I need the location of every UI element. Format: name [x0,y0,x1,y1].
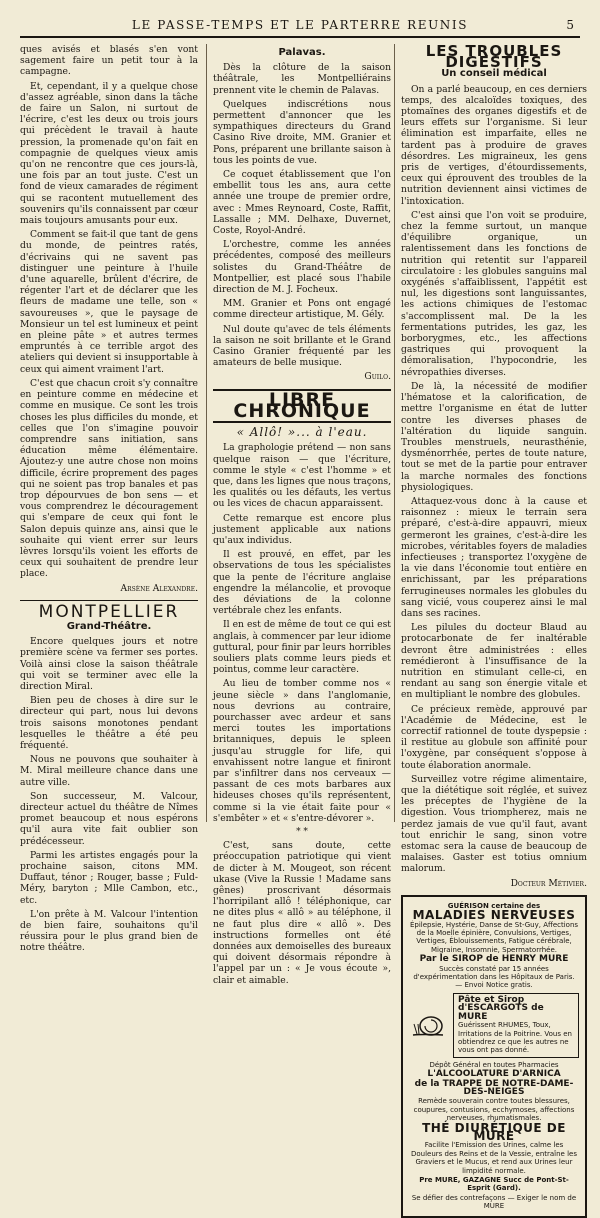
ad-line: Facilite l'Emission des Urines, calme les Douleurs des Reins et de la Vessie, entraîne les Graviers et le Mucus, et rend aux Urines leur limpidité normale. [410,1141,577,1175]
paragraph: Encore quelques jours et notre première scène va fermer ses portes. Voilà ainsi close la saison théâtrale qui voit se terminer avec elle la direction Miral. [20,636,198,692]
paragraph: Et, cependant, il y a quelque chose d'assez agréable, sinon dans la tâche de faire un Salon, ni surtout de l'écrire, c'est les deux ou trois jours qui précèdent le travail à haute pression, la promenade qu'on fait en compagnie de quelques vieux amis qu'on ne rencontre que ces jours-là, une fois par an tout juste. C'est un fond de vieux camarades de régiment qui se racontent mutuellement des souvenirs qu'ils connaissent par cœur mais toujours amusants pour eux. [20,80,198,227]
paragraph: Ce coquet établissement que l'on embellit tous les ans, aura cette année une troupe de premier ordre, avec : Mmes Reynoard, Coste, Raffit, Lassalle ; MM. Delhaxe, Duvernet, Coste, Royol-André. [213,169,391,237]
divider [20,600,198,601]
ad-illustration [409,993,579,1058]
column-left [20,44,198,954]
ad-headline: MALADIES NERVEUSES [412,908,576,923]
ad-line: Succès constaté par 15 années d'expérimentation dans les Hôpitaux de Paris. — Envoi Notice gratis. [413,964,575,990]
signature: Arsène Alexandre. [120,582,198,594]
ad-line: Guérissent RHUMES, Toux, Irritations de la Poitrine. Vous en obtiendrez ce que les autres ne vous ont pas donné. [458,1021,572,1055]
section-title-libre-chronique: LIBRE CHRONIQUE [213,389,391,423]
paragraph: ques avisés et blasés s'en vont sagement faire un petit tour à la campagne. [20,44,198,78]
ad-line: de la TRAPPE DE NOTRE-DAME-DES-NEIGES [414,1078,574,1097]
paragraph: C'est, sans doute, cette préoccupation patriotique qui vient de dicter à M. Mougeot, son récent ukase (Vive la Russie ! Madame sans gênes) proscrivant désormais l'horripilant allô ! téléphonique, car ne dites plus « allô » au téléphone, il ne faut plus dire « allô ». Des instructions formelles ont été données aux demoiselles des bureaux qui doivent désormais répondre à l'appel par un : « Je vous écoute », clair et aimable. [213,840,391,986]
ad-line: Se défier des contrefaçons — Exiger le nom de MURE [411,1193,577,1211]
page-number: 5 [566,18,574,32]
paragraph: Cette remarque est encore plus justement applicable aux nations qu'aux individus. [213,512,391,546]
paragraph: C'est ainsi que l'on voit se produire, chez la femme surtout, un manque d'équilibre organique, un ralentissement dans les fonctions de nutrition qui retentit sur l'appareil circulatoire : les globules sanguins mal oxygénés s'affaiblissent, l'appétit est nul, les digestions sont languissantes, les actions chimiques de l'estomac s'accomplissent mal. De la les fermentations putrides, les gaz, les borborygmes, etc., les affections gastriques qui provoquent la démoralisation, l'hypocondrie, les névropathies diverses. [401,209,587,378]
paragraph: On a parlé beaucoup, en ces derniers temps, des alcaloïdes toxiques, des ptomaïnes des organes digestifs et de leurs effets sur l'organisme. Si leur élimination est imparfaite, elles ne tardent pas à produire de graves désordres. Les migraineux, les gens pris de vertiges, d'étourdissements, ceux qui éprouvent des troubles de la nutrition deviennent ainsi victimes de l'intoxication. [401,83,587,207]
section-subtitle: Grand-Théâtre. [66,620,152,632]
paragraph: Les pilules du docteur Blaud au protocarbonate de fer inaltérable devront être administrées : elles remédieront à l'insuffisance de la nutrition en stimulant celle-ci, en rendant au sang son énergie vitale et en multipliant le nombre des globules. [401,622,587,701]
section-title-palavas: Palavas. [278,47,326,58]
paragraph: Surveillez votre régime alimentaire, que la diététique soit réglée, et suivez les préceptes de l'hygiène de la digestion. Vous triompherez, mais ne perdez jamais de vue qu'il faut, avant tout enrichir le sang, sinon votre estomac sera la cause de beaucoup de malaises. Gaster est totius omnium malorum. [401,773,587,875]
paragraph: Attaquez-vous donc à la cause et raisonnez : mieux le terrain sera préparé, c'est-à-dire appauvri, mieux germeront les graines, c'est-à-dire les microbes, véritables foyers de maladies infectieuses ; transportez l'oxygène de la vie dans l'économie tout entière en enrichissant, par les préparations ferrugineuses normales les globules du sang vicié, vous couperez ainsi le mal dans ses racines. [401,495,587,619]
paragraph: MM. Granier et Pons ont engagé comme directeur artistique, M. Gély. [213,298,391,321]
header-title: LE PASSE-TEMPS ET LE PARTERRE REUNIS [131,18,469,32]
ad-line: Remède souverain contre toutes blessures, coupures, contusions, ecchymoses, affections nerveuses, rhumatismales. [413,1097,575,1123]
paragraph: Dès la clôture de la saison théâtrale, les Montpelliérains prennent vite le chemin de Palavas. [213,62,391,96]
paragraph: Nous ne pouvons que souhaiter à M. Miral meilleure chance dans une autre ville. [20,754,198,788]
section-title-troubles: LES TROUBLES DIGESTIFS [425,42,563,72]
paragraph: Parmi les artistes engagés pour la prochaine saison, citons MM. Duffaut, ténor ; Rouger, basse ; Fuld-Méry, baryton ; Mlle Cambon, etc., etc. [20,849,198,906]
snail-icon [409,1012,449,1038]
paragraph: L'orchestre, comme les années précédentes, composé des meilleurs solistes du Grand-Théâtre de Montpellier, est placé sous l'habile direction de M. J. Focheux. [213,239,391,296]
column-middle [206,44,391,986]
advertisement [401,895,587,1218]
page-header [20,14,580,38]
column-right [394,42,587,1211]
paragraph: Comment se fait-il que tant de gens du monde, de peintres ratés, d'écrivains qui ne savent pas distinguer une peinture à l'huile d'une aquarelle, brûlent d'écrire, de régenter l'art et de déclarer que les fleurs de madame une telle, son « savoureuses », que le paysage de Monsieur un tel est lumineux et peint en pleine pâte » et autres termes empruntés à ce terrible argot des ateliers qui devient si insupportable à ceux qui aiment vraiment l'art. [20,229,198,375]
separator: * * [296,827,308,837]
ad-headline: THÉ DIURÉTIQUE DE MURE [422,1120,566,1143]
paragraph: C'est que chacun croit s'y connaître en peinture comme en médecine et comme en musique. Ce sont les trois choses les plus difficiles du monde, et celles que l'on s'imagine pouvoir comprendre sans initiation, sans éducation même élémentaire. Ajoutez-y une autre chose non moins difficile, écrire proprement des pages qui ne soient pas trop banales et pas trop dépourvues de bon sens — et vous comprendrez le découragement qui s'empare de ceux qui font le Salon depuis quinze ans, ainsi que le souhaite qui vient errer sur leurs lèvres lorsqu'ils voient les efforts de ceux qui souhaitent de prendre leur place. [20,377,198,580]
signature: Guilo. [364,371,391,383]
paragraph: L'on prête à M. Valcour l'intention de bien faire, souhaitons qu'il réussira pour le plus grand bien de notre théâtre. [20,908,198,954]
paragraph: Au lieu de tomber comme nos « jeune siècle » dans l'anglomanie, nous devrions au contraire, pourchasser avec ardeur et sans merci toutes les importations britanniques, depuis le spleen jusqu'au struggle for life, qui envahissent notre langue et finiront par s'infiltrer dans nos cerveaux — passant de ces mots barbares aux hideuses choses qu'ils représentent, comme si la vie était faite pour « s'embêter » et « s'entre-dévorer ». [213,678,391,824]
ad-line: Épilepsie, Hystérie, Danse de St-Guy, Affections de la Moelle épinière, Convulsions, Vertiges, Vertiges, Éblouissements, Fatigue cérébrale, Migraine, Insomnie, Spermatorrhée. [409,920,579,954]
paragraph: Bien peu de choses à dire sur le directeur qui part, nous lui devons trois saisons monotones pendant lesquelles le théâtre a été peu fréquenté. [20,695,198,751]
ad-line: Dépôt Général en toutes Pharmacies [429,1060,559,1069]
ad-line: Par le SIROP de HENRY MURE [419,954,569,965]
section-subtitle: Un conseil médical [441,68,547,80]
ad-box [453,993,579,1058]
ad-line: L'ALCOOLATURE D'ARNICA [427,1069,561,1080]
paragraph: Nul doute qu'avec de tels éléments la saison ne soit brillante et le Grand Casino Granier fréquenté par les amateurs de belle musique. [213,323,391,369]
paragraph: La graphologie prétend — non sans quelque raison — que l'écriture, comme le style « c'est l'homme » et que, dans les lignes que nous traçons, les qualités ou les défauts, les vertus ou les vices de chacun apparaissent. [213,442,391,510]
paragraph: Quelques indiscrétions nous permettent d'annoncer que les sympathiques directeurs du Grand Casino Rive droite, MM. Granier et Pons, préparent une brillante saison à tous les points de vue. [213,98,391,166]
ad-line: GUÉRISON certaine des [447,901,541,910]
ad-line: Pâte et Sirop d'ESCARGOTS de MURE [458,994,544,1022]
paragraph: Son successeur, M. Valcour, directeur actuel du théâtre de Nîmes promet beaucoup et nous espérons qu'il aura vite fait oublier son prédécesseur. [20,790,198,847]
section-subtitle: « Allô! »... à l'eau. [236,425,368,440]
paragraph: Ce précieux remède, approuvé par l'Académie de Médecine, est le correctif rationnel de toute dyspepsie : il restitue au globule son affinité pour l'oxygène, par conséquent s'oppose à toute élaboration anormale. [401,703,587,771]
paragraph: Il en est de même de tout ce qui est anglais, à commencer par leur idiome guttural, pour finir par leurs horribles souliers plats comme leurs pieds et pointus, comme leur caractère. [213,619,391,676]
paragraph: De là, la nécessité de modifier l'hématose et la calorification, de mettre l'organisme en état de lutter contre les diverses phases de l'altération du liquide sanguin. Troubles menstruels, neurasthénie, dysménorrhée, pertes de toute nature, tout se met de la partie pour entraver la marche normales des fonctions physiologiques. [401,380,587,493]
section-title-montpellier: MONTPELLIER [38,601,180,622]
signature: Docteur Métivier. [510,877,587,889]
ad-line: Pre MURE, GAZAGNE Succ de Pont-St-Esprit (Gard). [419,1176,569,1193]
paragraph: Il est prouvé, en effet, par les observations de tous les spécialistes que la pente de l'écriture anglaise engendre la mélancolie, et provoque des déviations de la colonne vertébrale chez les enfants. [213,549,391,617]
